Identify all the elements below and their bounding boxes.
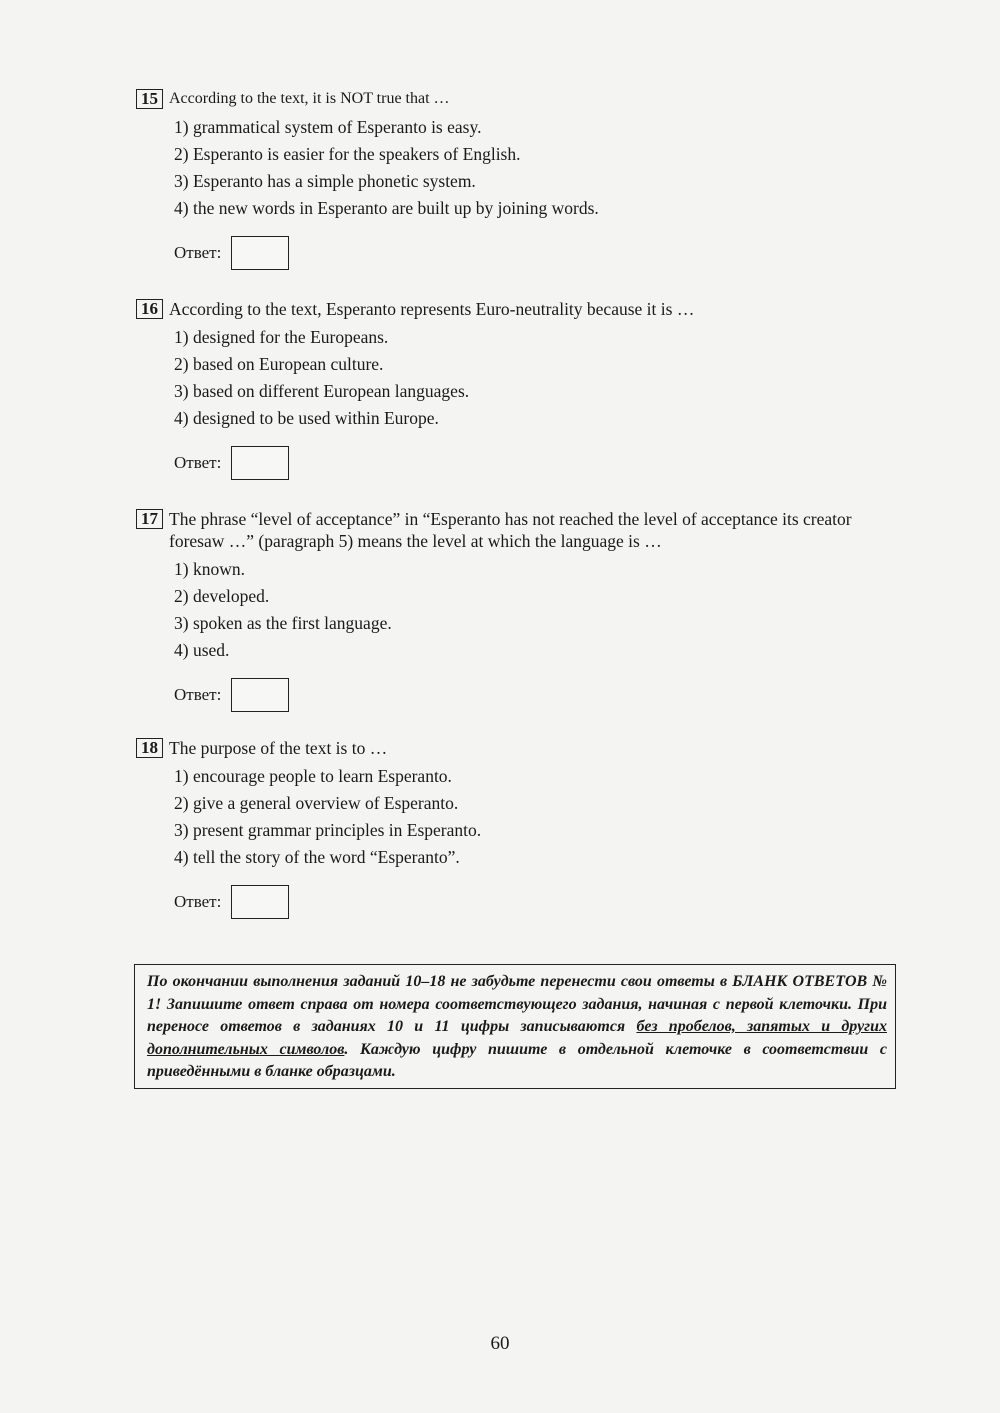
question-number: 18	[136, 738, 163, 758]
answer-box[interactable]	[231, 885, 289, 919]
question-17	[136, 508, 906, 712]
answer-row	[174, 236, 906, 270]
option-2: 2) give a general overview of Esperanto.	[174, 793, 459, 813]
question-text: According to the text, it is NOT true that …	[169, 90, 450, 107]
instructions-notice	[134, 964, 896, 1089]
answer-box[interactable]	[231, 446, 289, 480]
answer-box[interactable]	[231, 678, 289, 712]
option-1: 1) designed for the Europeans.	[174, 327, 389, 347]
option-2: 2) developed.	[174, 586, 270, 606]
option-3: 3) Esperanto has a simple phonetic system.	[174, 171, 476, 191]
option-4: 4) designed to be used within Europe.	[174, 408, 439, 428]
option-4: 4) tell the story of the word “Esperanto”.	[174, 847, 460, 867]
option-3: 3) spoken as the first language.	[174, 613, 392, 633]
question-text: The phrase “level of acceptance” in “Esperanto has not reached the level of acceptance its creator foresaw …” (paragraph 5) means the level at which the language is …	[169, 509, 852, 551]
question-16	[136, 298, 906, 480]
question-18	[136, 737, 906, 919]
question-header	[136, 508, 906, 552]
answer-row	[174, 678, 906, 712]
option-2: 2) Esperanto is easier for the speakers of English.	[174, 144, 521, 164]
options-list	[174, 114, 906, 222]
question-number: 16	[136, 299, 163, 319]
option-3: 3) present grammar principles in Esperanto.	[174, 820, 482, 840]
answer-label: Ответ:	[174, 453, 222, 472]
option-1: 1) grammatical system of Esperanto is easy.	[174, 117, 482, 137]
answer-box[interactable]	[231, 236, 289, 270]
answer-row	[174, 885, 906, 919]
question-15	[136, 88, 906, 270]
question-number: 15	[136, 89, 163, 109]
question-header	[136, 298, 906, 320]
option-2: 2) based on European culture.	[174, 354, 384, 374]
options-list	[174, 556, 906, 664]
question-text: According to the text, Esperanto represents Euro-neutrality because it is …	[169, 299, 695, 319]
option-1: 1) known.	[174, 559, 245, 579]
answer-label: Ответ:	[174, 685, 222, 704]
option-3: 3) based on different European languages.	[174, 381, 470, 401]
option-4: 4) the new words in Esperanto are built up by joining words.	[174, 198, 599, 218]
option-4: 4) used.	[174, 640, 230, 660]
question-number: 17	[136, 509, 163, 529]
options-list	[174, 324, 906, 432]
notice-text-underlined: без пробелов, запятых и других дополнительных символов	[147, 1018, 887, 1058]
answer-label: Ответ:	[174, 243, 222, 262]
option-1: 1) encourage people to learn Esperanto.	[174, 766, 452, 786]
answer-label: Ответ:	[174, 892, 222, 911]
options-list	[174, 763, 906, 871]
question-text: The purpose of the text is to …	[169, 738, 388, 758]
answer-row	[174, 446, 906, 480]
question-header	[136, 88, 906, 110]
notice-text-part1: По окончании выполнения заданий 10–18 не забудьте перенести свои ответы в БЛАНК ОТВЕТОВ № 1! Запишите ответ справа от номера соответствующего задания, начиная с первой клеточки. При переносе ответов в заданиях 10 и 11 цифры записываются	[147, 973, 887, 1035]
page-number: 60	[490, 1333, 510, 1354]
question-header	[136, 737, 906, 759]
notice-text-part2: . Каждую цифру пишите в отдельной клеточке в соответствии с приведёнными в бланке образцами.	[147, 1040, 887, 1080]
